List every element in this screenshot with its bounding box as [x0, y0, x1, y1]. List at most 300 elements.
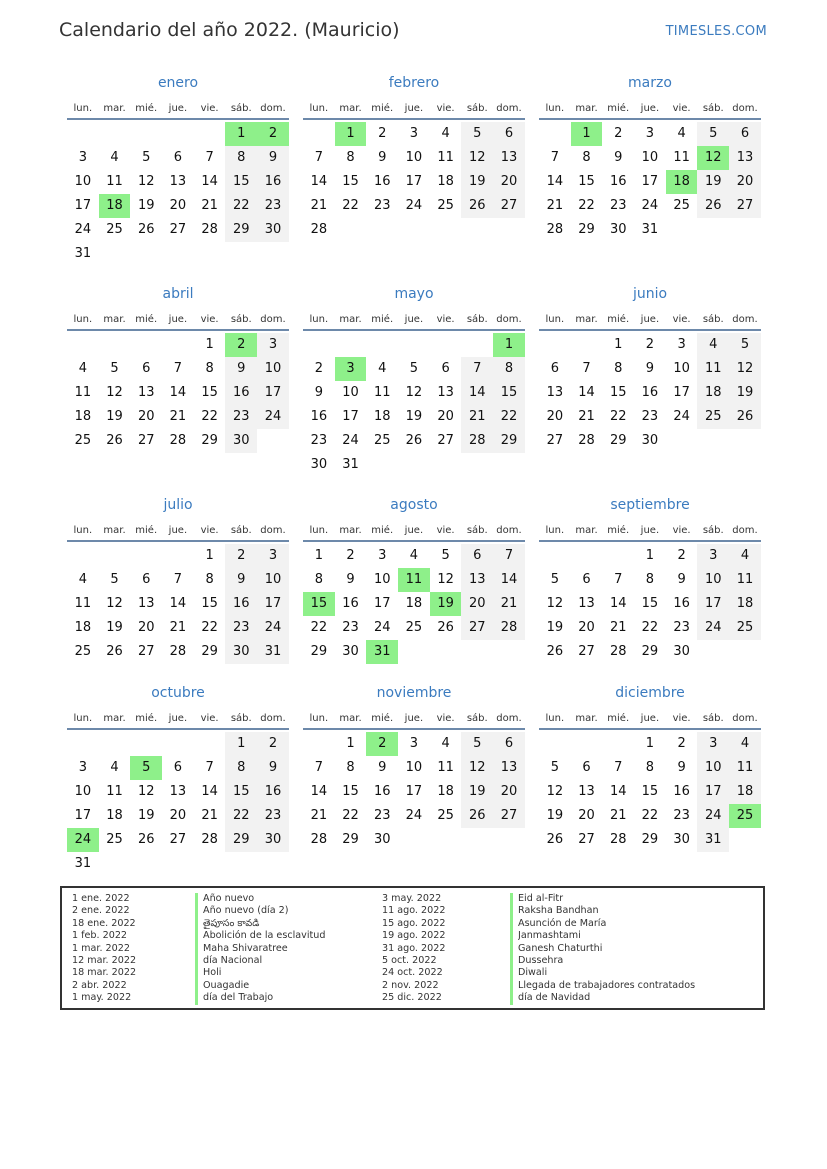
weekday-label: dom. — [732, 102, 758, 114]
day-cell: 14 — [169, 385, 187, 400]
weekday-label: dom. — [496, 712, 522, 724]
day-cell: 24 — [673, 409, 690, 424]
holiday-name: Ouagadie — [203, 979, 250, 991]
day-cell: 27 — [729, 194, 761, 218]
day-cell: 19 — [461, 780, 493, 804]
day-cell: 2 — [257, 732, 289, 756]
day-cell: 31 — [74, 856, 92, 871]
day-cell: 24 — [257, 616, 289, 640]
day-cell: 6 — [441, 361, 450, 376]
day-cell: 16 — [257, 170, 289, 194]
day-cell: 19 — [137, 198, 155, 213]
month-name: marzo — [628, 75, 672, 91]
weekday-label: jue. — [168, 712, 188, 724]
day-cell: 20 — [578, 808, 595, 823]
holiday-name: Janmashtami — [518, 930, 581, 942]
day-cell: 4 — [110, 760, 119, 775]
day-cell: 4 — [729, 732, 761, 756]
day-cell-holiday: 1 — [571, 122, 603, 146]
day-cell: 18 — [437, 784, 454, 799]
weekday-label: vie. — [436, 102, 455, 114]
day-cell: 10 — [697, 756, 729, 780]
week-row — [303, 194, 525, 218]
week-row — [539, 544, 761, 568]
week-row — [67, 122, 289, 146]
day-cell: 28 — [201, 222, 218, 237]
day-cell: 10 — [373, 572, 391, 587]
day-cell-empty — [67, 732, 99, 756]
day-cell: 23 — [373, 808, 391, 823]
day-cell: 7 — [614, 760, 623, 775]
week-row — [539, 804, 761, 828]
day-cell: 7 — [205, 150, 214, 165]
day-cell: 3 — [257, 544, 289, 568]
weekday-label: mar. — [103, 712, 126, 724]
holiday-dates-column-1 — [72, 893, 136, 1005]
day-cell: 7 — [173, 361, 183, 376]
day-cell: 29 — [641, 644, 659, 659]
day-cell: 17 — [373, 596, 391, 611]
day-cell: 2 — [378, 126, 387, 141]
day-cell-holiday: 11 — [398, 568, 430, 592]
day-cell-holiday: 5 — [130, 756, 162, 780]
day-cell: 3 — [257, 333, 289, 357]
day-cell: 14 — [493, 568, 525, 592]
week-row — [303, 357, 525, 381]
day-cell-empty — [303, 732, 335, 756]
day-cell: 29 — [225, 218, 257, 242]
day-cell: 6 — [142, 361, 151, 376]
day-cell: 23 — [373, 198, 391, 213]
day-cell: 22 — [609, 409, 627, 424]
day-cell: 22 — [225, 194, 257, 218]
day-cell: 17 — [405, 784, 423, 799]
weekday-label: mar. — [103, 524, 126, 536]
day-cell: 9 — [346, 572, 355, 587]
weekday-label: vie. — [200, 712, 219, 724]
day-cell: 24 — [74, 222, 92, 237]
day-cell: 26 — [546, 832, 564, 847]
day-cell: 15 — [201, 596, 218, 611]
day-cell: 12 — [106, 385, 123, 400]
weekday-label: dom. — [732, 313, 758, 325]
day-cell: 5 — [550, 760, 559, 775]
day-cell: 29 — [225, 828, 257, 852]
day-cell: 7 — [582, 361, 591, 376]
day-cell-empty — [99, 544, 131, 568]
holiday-date: 1 may. 2022 — [72, 992, 132, 1004]
weekday-label: mié. — [135, 313, 158, 325]
weekday-header — [303, 98, 525, 120]
day-cell: 10 — [74, 174, 92, 189]
day-cell: 28 — [546, 222, 564, 237]
week-row — [303, 146, 525, 170]
weekday-label: mar. — [339, 712, 362, 724]
day-cell: 2 — [346, 548, 355, 563]
day-cell: 1 — [614, 337, 623, 352]
day-cell: 2 — [677, 548, 686, 563]
day-cell: 1 — [645, 736, 655, 751]
day-cell: 21 — [546, 198, 564, 213]
weekday-header — [303, 309, 525, 331]
day-cell: 27 — [437, 433, 454, 448]
day-cell: 22 — [225, 804, 257, 828]
day-cell: 29 — [493, 429, 525, 453]
holiday-name: Ganesh Chaturthi — [518, 942, 603, 954]
month-name: septiembre — [610, 497, 690, 513]
weekday-label: jue. — [168, 102, 188, 114]
weekday-label: mié. — [135, 524, 158, 536]
month-name: junio — [632, 286, 668, 302]
day-cell: 15 — [201, 385, 218, 400]
day-cell: 20 — [461, 592, 493, 616]
day-cell: 14 — [169, 596, 187, 611]
day-cell: 13 — [137, 385, 155, 400]
day-cell: 2 — [677, 736, 686, 751]
day-cell: 18 — [106, 808, 123, 823]
day-cell: 16 — [225, 381, 257, 405]
day-cell: 18 — [697, 381, 729, 405]
weekday-header — [303, 708, 525, 730]
holiday-name: Dussehra — [518, 954, 564, 966]
holiday-names-column-2 — [510, 893, 695, 1005]
weekday-label: dom. — [732, 712, 758, 724]
day-cell-holiday: 18 — [666, 170, 698, 194]
day-cell: 13 — [169, 174, 187, 189]
day-cell: 25 — [74, 433, 92, 448]
week-row — [539, 146, 761, 170]
day-cell: 15 — [342, 174, 359, 189]
day-cell: 16 — [225, 592, 257, 616]
day-cell: 19 — [697, 170, 729, 194]
weekday-label: vie. — [672, 712, 691, 724]
day-cell: 21 — [169, 620, 187, 635]
week-row — [303, 640, 525, 664]
day-cell: 11 — [729, 568, 761, 592]
day-cell: 15 — [641, 784, 659, 799]
day-cell: 8 — [645, 572, 655, 587]
day-cell: 15 — [225, 170, 257, 194]
day-cell: 6 — [582, 760, 591, 775]
day-cell: 7 — [314, 150, 323, 165]
weekday-header — [539, 708, 761, 730]
day-cell: 3 — [677, 337, 686, 352]
day-cell: 1 — [205, 337, 214, 352]
holiday-date: 2 ene. 2022 — [72, 905, 130, 917]
day-cell: 8 — [346, 760, 355, 775]
weekday-label: mié. — [371, 712, 394, 724]
day-cell-holiday: 31 — [366, 640, 398, 664]
weekday-label: mié. — [607, 313, 630, 325]
day-cell: 10 — [257, 357, 289, 381]
month-junio — [539, 284, 761, 453]
weekday-label: mié. — [371, 524, 394, 536]
day-cell: 9 — [225, 357, 257, 381]
day-cell: 1 — [205, 548, 214, 563]
day-cell: 25 — [373, 433, 391, 448]
weekday-label: sáb. — [466, 524, 488, 536]
day-cell: 19 — [106, 409, 123, 424]
day-cell: 10 — [405, 150, 423, 165]
day-cell: 7 — [205, 760, 214, 775]
day-cell: 16 — [257, 780, 289, 804]
week-row — [67, 732, 289, 756]
weekday-label: sáb. — [702, 102, 724, 114]
week-row — [303, 592, 525, 616]
day-cell: 19 — [546, 808, 564, 823]
day-cell: 12 — [729, 357, 761, 381]
day-cell: 28 — [578, 433, 595, 448]
week-row — [67, 852, 289, 876]
day-cell: 26 — [729, 405, 761, 429]
holiday-date: 1 mar. 2022 — [72, 942, 130, 954]
weekday-label: sáb. — [230, 102, 252, 114]
week-row — [67, 170, 289, 194]
day-cell: 8 — [314, 572, 323, 587]
week-row — [303, 170, 525, 194]
day-cell: 3 — [409, 736, 419, 751]
day-cell: 16 — [673, 596, 690, 611]
day-cell: 22 — [493, 405, 525, 429]
day-cell: 4 — [110, 150, 119, 165]
holiday-name: día de Navidad — [518, 992, 591, 1004]
day-cell-holiday: 3 — [335, 357, 367, 381]
weekday-label: vie. — [436, 712, 455, 724]
day-cell: 18 — [373, 409, 391, 424]
weekday-label: dom. — [260, 102, 286, 114]
day-cell: 27 — [493, 194, 525, 218]
day-cell-holiday: 1 — [225, 122, 257, 146]
week-row — [303, 756, 525, 780]
site-link[interactable]: TIMESLES.COM — [665, 24, 767, 39]
week-row — [539, 756, 761, 780]
day-cell: 20 — [137, 620, 155, 635]
day-cell: 30 — [373, 832, 391, 847]
day-cell-empty — [67, 544, 99, 568]
day-cell-empty — [335, 333, 367, 357]
day-cell: 14 — [609, 596, 627, 611]
day-cell: 26 — [461, 194, 493, 218]
weekday-label: jue. — [404, 102, 424, 114]
day-cell: 11 — [373, 385, 391, 400]
week-row — [303, 122, 525, 146]
day-cell: 12 — [437, 572, 454, 587]
week-row — [539, 170, 761, 194]
day-cell: 3 — [378, 548, 387, 563]
day-cell: 23 — [225, 405, 257, 429]
month-noviembre — [303, 683, 525, 852]
holiday-date: 18 ene. 2022 — [72, 917, 136, 929]
month-abril — [67, 284, 289, 453]
holiday-date: 15 ago. 2022 — [382, 917, 446, 929]
holiday-date: 2 nov. 2022 — [382, 979, 439, 991]
day-cell: 7 — [614, 572, 623, 587]
day-cell-empty — [194, 122, 226, 146]
day-cell: 25 — [729, 616, 761, 640]
day-cell-empty — [571, 544, 603, 568]
day-cell: 15 — [342, 784, 359, 799]
day-cell: 29 — [201, 433, 218, 448]
day-cell: 30 — [225, 429, 257, 453]
day-cell: 13 — [493, 756, 525, 780]
weekday-label: mié. — [607, 712, 630, 724]
day-cell: 10 — [74, 784, 92, 799]
day-cell: 4 — [78, 572, 87, 587]
week-row — [303, 780, 525, 804]
day-cell: 20 — [169, 198, 187, 213]
day-cell: 20 — [493, 780, 525, 804]
day-cell: 8 — [645, 760, 655, 775]
week-row — [539, 568, 761, 592]
day-cell: 16 — [673, 784, 690, 799]
day-cell: 17 — [697, 592, 729, 616]
day-cell: 7 — [461, 357, 493, 381]
day-cell: 27 — [461, 616, 493, 640]
day-cell-empty — [539, 544, 571, 568]
month-octubre — [67, 683, 289, 876]
day-cell: 15 — [225, 780, 257, 804]
week-row — [67, 780, 289, 804]
day-cell: 8 — [582, 150, 591, 165]
day-cell: 13 — [461, 568, 493, 592]
day-cell-empty — [99, 732, 131, 756]
week-row — [67, 405, 289, 429]
page-title: Calendario del año 2022. (Mauricio) — [59, 19, 400, 41]
day-cell: 18 — [729, 592, 761, 616]
day-cell: 22 — [310, 620, 328, 635]
day-cell: 29 — [578, 222, 595, 237]
day-cell: 7 — [493, 544, 525, 568]
weekday-header — [67, 98, 289, 120]
day-cell-empty — [130, 544, 162, 568]
weekday-label: mié. — [135, 712, 158, 724]
holiday-date: 24 oct. 2022 — [382, 967, 443, 979]
day-cell: 5 — [461, 122, 493, 146]
week-row — [67, 544, 289, 568]
holiday-date: 11 ago. 2022 — [382, 905, 446, 917]
month-name: noviembre — [376, 685, 452, 701]
day-cell: 24 — [257, 405, 289, 429]
day-cell: 1 — [645, 548, 655, 563]
day-cell: 16 — [342, 596, 359, 611]
day-cell: 3 — [409, 126, 419, 141]
day-cell: 1 — [225, 732, 257, 756]
weekday-label: vie. — [672, 524, 691, 536]
holiday-date: 3 may. 2022 — [382, 893, 442, 904]
day-cell: 5 — [729, 333, 761, 357]
day-cell: 11 — [106, 174, 123, 189]
day-cell: 13 — [437, 385, 454, 400]
day-cell: 9 — [677, 572, 686, 587]
day-cell: 3 — [697, 544, 729, 568]
weekday-label: lun. — [73, 313, 93, 325]
day-cell: 19 — [729, 381, 761, 405]
day-cell: 12 — [546, 784, 564, 799]
day-cell-empty — [398, 333, 430, 357]
week-row — [67, 242, 289, 266]
week-row — [67, 804, 289, 828]
day-cell: 20 — [578, 620, 595, 635]
day-cell: 7 — [314, 760, 323, 775]
day-cell: 28 — [461, 429, 493, 453]
day-cell: 14 — [609, 784, 627, 799]
week-row — [539, 732, 761, 756]
day-cell: 28 — [609, 644, 627, 659]
day-cell: 29 — [609, 433, 627, 448]
day-cell: 30 — [257, 218, 289, 242]
weekday-label: lun. — [309, 102, 329, 114]
weekday-label: sáb. — [702, 524, 724, 536]
day-cell-holiday: 15 — [303, 592, 335, 616]
day-cell: 22 — [201, 409, 218, 424]
day-cell: 26 — [106, 433, 123, 448]
day-cell: 30 — [342, 644, 359, 659]
month-name: enero — [157, 75, 199, 91]
day-cell: 14 — [461, 381, 493, 405]
day-cell: 8 — [225, 146, 257, 170]
weekday-label: mar. — [103, 313, 126, 325]
weekday-label: lun. — [309, 712, 329, 724]
weekday-label: mar. — [575, 524, 598, 536]
holiday-date: 31 ago. 2022 — [382, 942, 446, 954]
month-name: julio — [163, 497, 193, 513]
day-cell-empty — [130, 732, 162, 756]
weekday-label: mié. — [607, 102, 630, 114]
day-cell: 6 — [461, 544, 493, 568]
day-cell: 10 — [641, 150, 659, 165]
weekday-label: lun. — [73, 712, 93, 724]
holiday-name: Abolición de la esclavitud — [203, 930, 326, 942]
day-cell: 28 — [310, 832, 328, 847]
day-cell: 6 — [173, 150, 183, 165]
day-cell: 18 — [74, 409, 92, 424]
weekday-label: vie. — [200, 313, 219, 325]
day-cell: 13 — [546, 385, 564, 400]
weekday-label: jue. — [640, 524, 660, 536]
day-cell: 20 — [729, 170, 761, 194]
weekday-label: mié. — [135, 102, 158, 114]
week-row — [67, 381, 289, 405]
day-cell: 24 — [373, 620, 391, 635]
holiday-names-column-1 — [195, 893, 325, 1005]
week-row — [67, 333, 289, 357]
holiday-date: 12 mar. 2022 — [72, 954, 137, 966]
day-cell: 14 — [201, 174, 218, 189]
weekday-label: dom. — [260, 524, 286, 536]
day-cell: 9 — [257, 756, 289, 780]
day-cell: 10 — [342, 385, 359, 400]
holiday-name: Asunción de María — [518, 917, 607, 929]
week-row — [303, 453, 525, 477]
day-cell: 18 — [74, 620, 92, 635]
weekday-label: mié. — [607, 524, 630, 536]
day-cell: 5 — [441, 548, 450, 563]
day-cell: 28 — [169, 433, 187, 448]
day-cell: 17 — [673, 385, 690, 400]
day-cell: 31 — [697, 828, 729, 852]
day-cell: 17 — [697, 780, 729, 804]
weekday-label: mar. — [103, 102, 126, 114]
day-cell: 13 — [493, 146, 525, 170]
day-cell: 16 — [373, 784, 391, 799]
day-cell: 23 — [310, 433, 328, 448]
day-cell: 28 — [169, 644, 187, 659]
day-cell: 15 — [493, 381, 525, 405]
week-row — [67, 640, 289, 664]
holiday-name: día Nacional — [203, 954, 263, 966]
day-cell: 4 — [409, 548, 419, 563]
day-cell: 24 — [697, 616, 729, 640]
